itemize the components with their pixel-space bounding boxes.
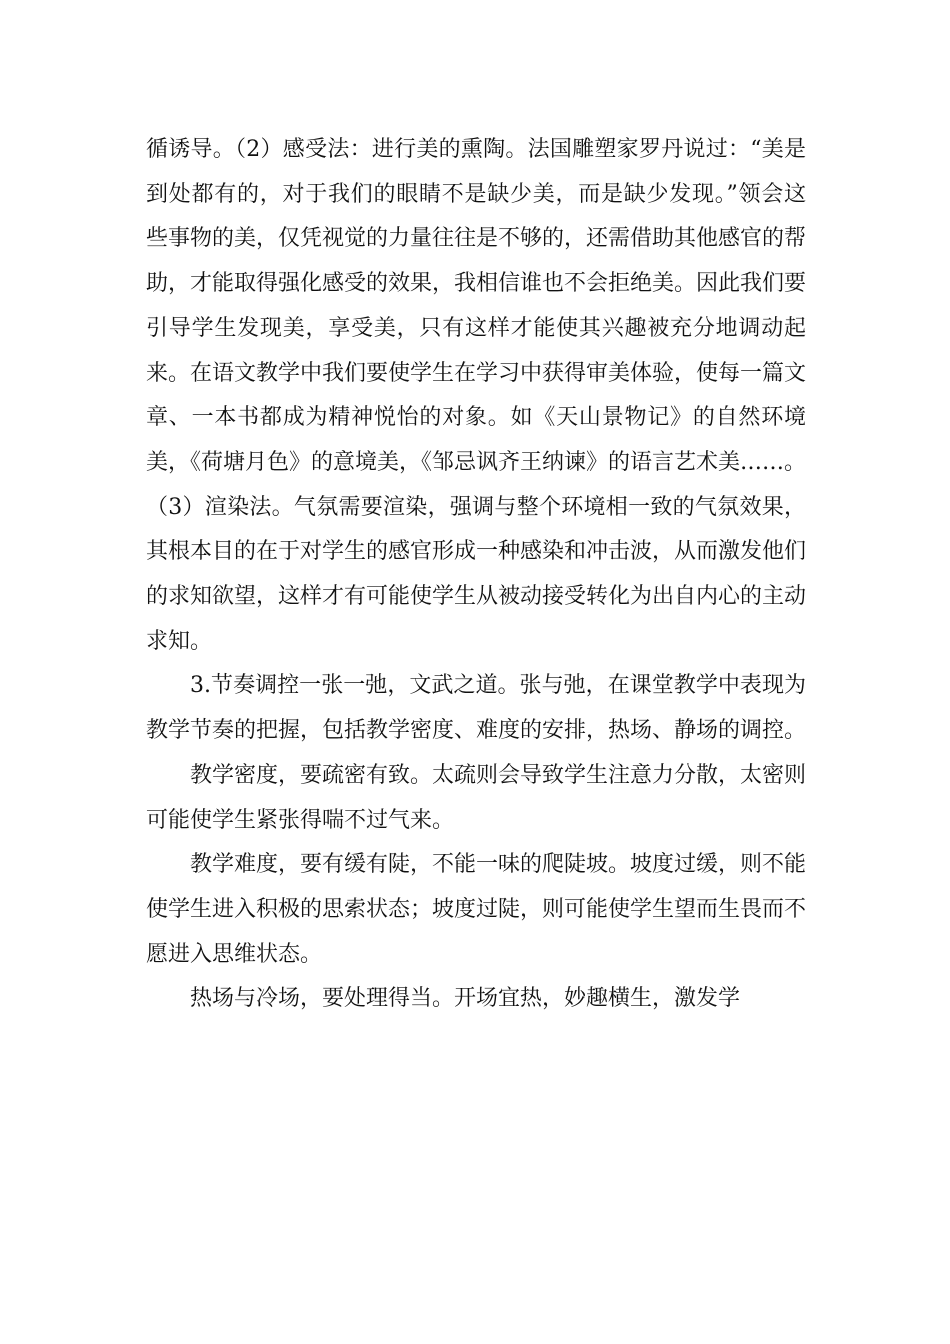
document-page	[146, 128, 806, 1022]
paragraph-rhythm-control: 3.节奏调控一张一弛，文武之道。张与弛，在课堂教学中表现为教学节奏的把握，包括教学密度、难度的安排，热场、静场的调控。	[146, 673, 807, 744]
paragraph-teaching-density: 教学密度，要疏密有致。太疏则会导致学生注意力分散，太密则可能使学生紧张得喘不过气来。	[146, 762, 807, 833]
paragraph-hot-cold-scene: 热场与冷场，要处理得当。开场宜热，妙趣横生，激发学	[190, 986, 741, 1012]
paragraph-teaching-difficulty: 教学难度，要有缓有陡，不能一味的爬陡坡。坡度过缓，则不能使学生进入积极的思索状态；坡度过陡，则可能使学生望而生畏而不愿进入思维状态。	[146, 852, 807, 967]
paragraph-continuation: 循诱导。（2）感受法：进行美的熏陶。法国雕塑家罗丹说过：“美是到处都有的，对于我们的眼睛不是缺少美，而是缺少发现。”领会这些事物的美，仅凭视觉的力量往往是不够的，还需借助其他感官的帮助，才能取得强化感受的效果，我相信谁也不会拒绝美。因此我们要引导学生发现美，享受美，只有这样才能使其兴趣被充分地调动起来。在语文教学中我们要使学生在学习中获得审美体验，使每一篇文章、一本书都成为精神悦怡的对象。如《天山景物记》的自然环境美，《荷塘月色》的意境美，《邹忌讽齐王纳谏》的语言艺术美……。（3）渲染法。气氛需要渲染，强调与整个环境相一致的气氛效果，其根本目的在于对学生的感官形成一种感染和冲击波，从而激发他们的求知欲望，这样才有可能使学生从被动接受转化为出自内心的主动求知。	[146, 137, 807, 654]
